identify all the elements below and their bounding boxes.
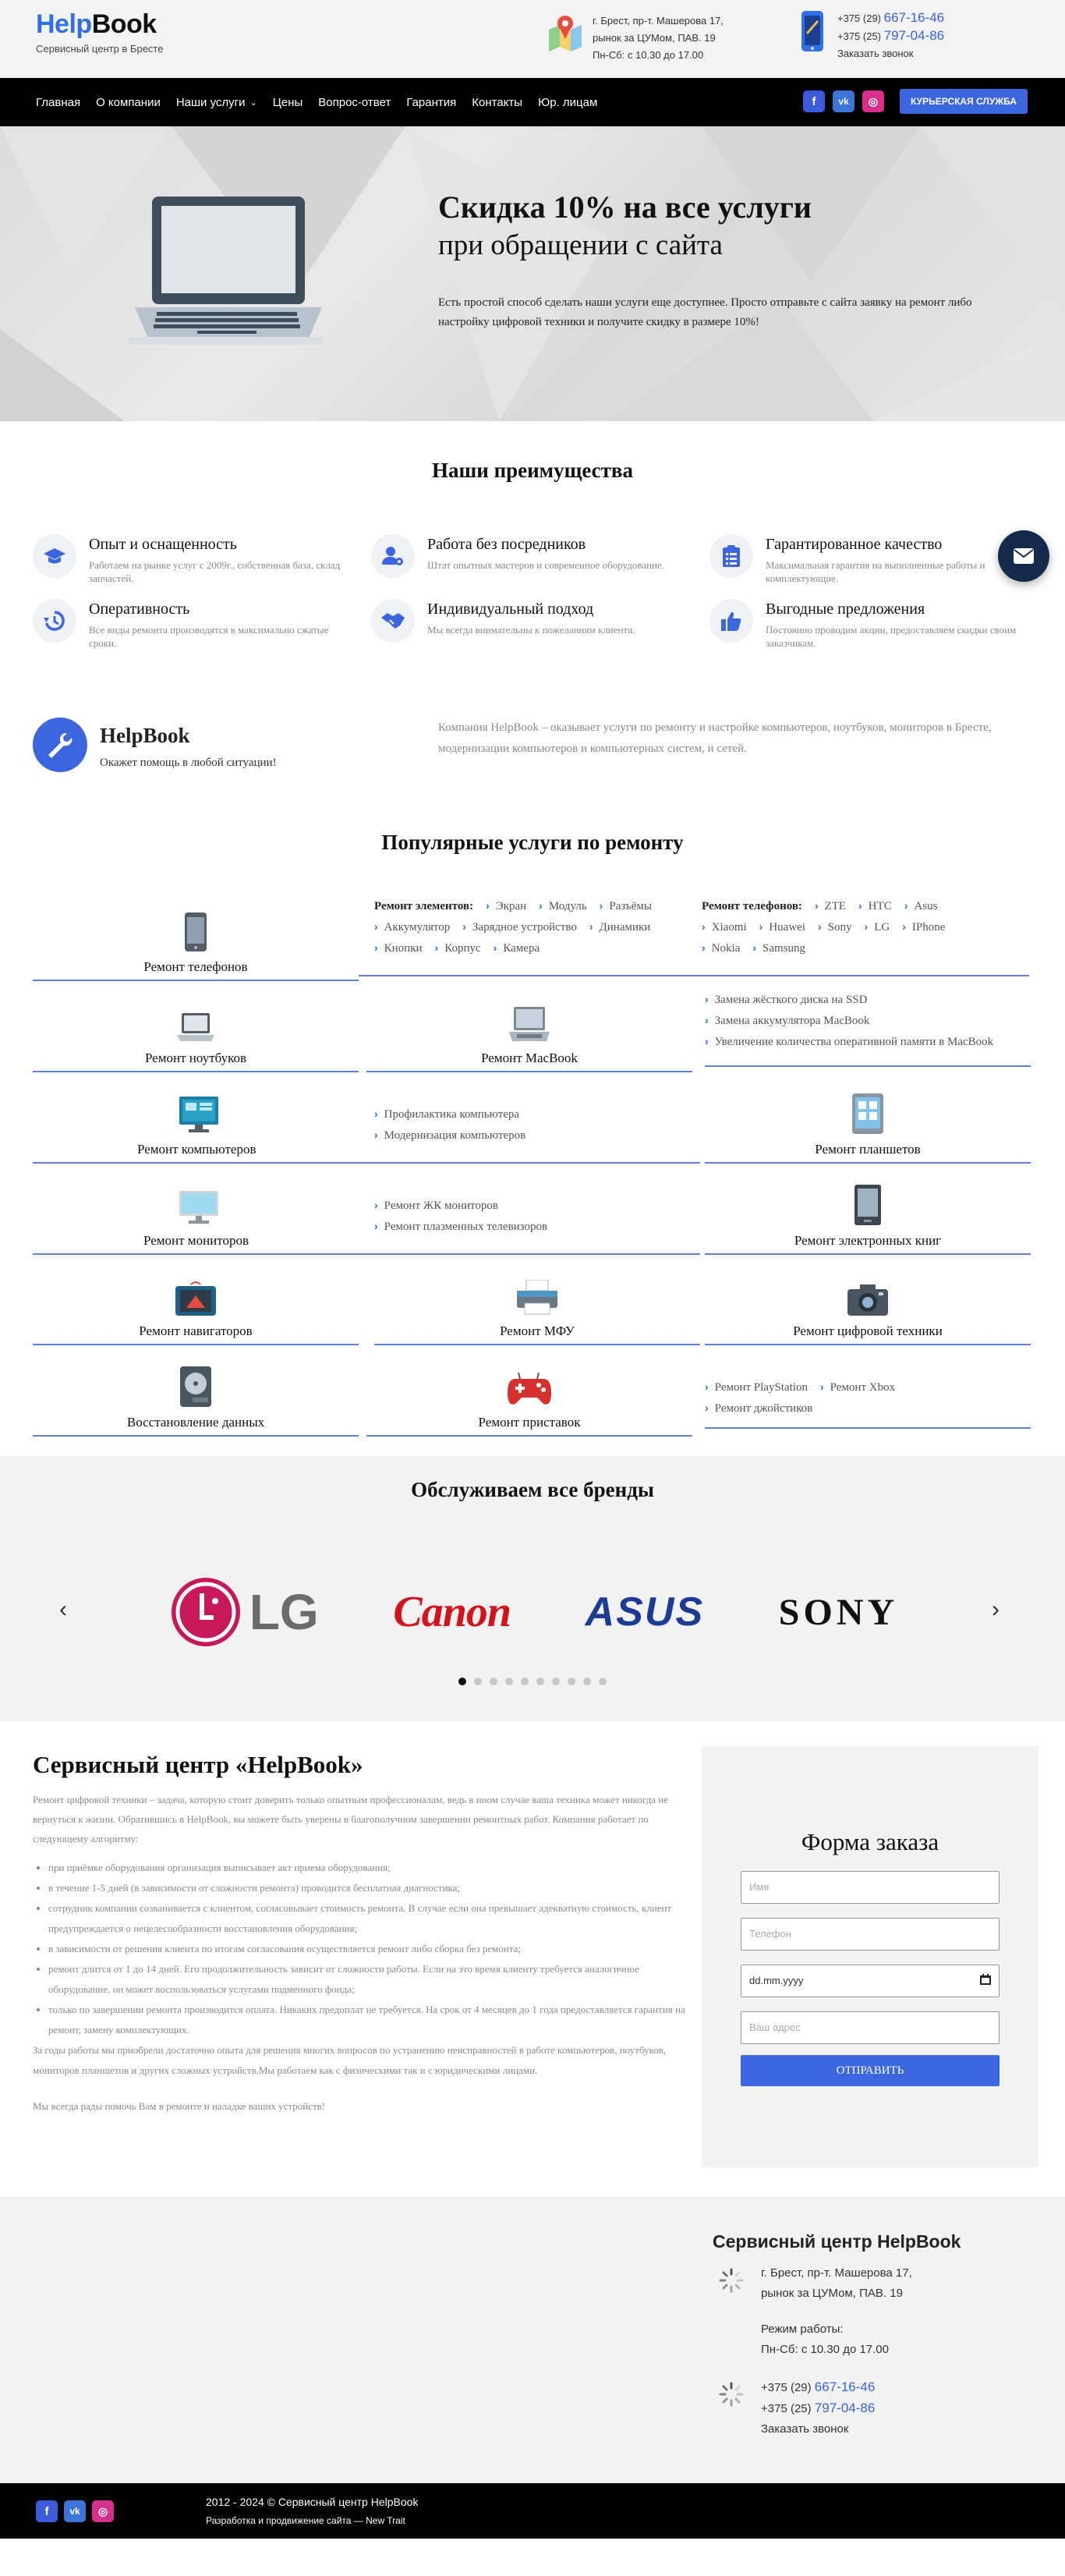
service-link[interactable]: › Ремонт плазменных телевизоров — [374, 1220, 548, 1233]
service-card-ebooks[interactable] — [705, 1171, 1031, 1255]
callback-link[interactable]: Заказать звонок — [761, 2422, 849, 2436]
link-label: IPhone — [911, 921, 946, 934]
advantage-item — [709, 599, 1048, 650]
header-phones — [798, 9, 944, 62]
nav-contacts[interactable]: Контакты — [472, 95, 523, 109]
list-item: • при приёмке оборудования организация выписывает акт приема оборудования; — [48, 1858, 695, 1878]
vk-icon[interactable]: vk — [64, 2500, 86, 2522]
address-lines — [593, 12, 724, 64]
hours-value: Пн-Сб: с 10.30 до 17.00 — [761, 2343, 889, 2356]
logo-subtitle: Сервисный центр в Бресте — [36, 43, 164, 55]
link-label: Модуль — [548, 900, 587, 912]
printer-icon — [374, 1261, 700, 1316]
advantage-text: Постоянно проводим акции, предоставляем скидки своим заказчикам. — [766, 624, 1017, 649]
address-line: рынок за ЦУМом, ПАВ. 19 — [761, 2287, 903, 2300]
advantages-grid — [33, 534, 1046, 650]
facebook-icon[interactable]: f — [803, 90, 825, 112]
service-card-data-recovery[interactable] — [33, 1352, 359, 1437]
mail-button[interactable] — [998, 530, 1049, 582]
about-text: Компания HelpBook – оказывает услуги по ремонту и настройке компьютеров, ноутбуков, мониторов в Бресте, модернизации компьютеров и компьютерных систем, и сетей. — [438, 721, 992, 755]
link-label: Модернизация компьютеров — [384, 1129, 526, 1142]
footer-text — [206, 2493, 418, 2530]
service-card-mfu[interactable] — [374, 1261, 700, 1345]
divider — [359, 975, 1029, 976]
date-placeholder: dd.mm.yyyy — [749, 1975, 804, 1986]
name-input[interactable]: Имя — [741, 1871, 1000, 1904]
address-line: рынок за ЦУМом, ПАВ. 19 — [593, 32, 716, 44]
carousel-dots — [0, 1678, 1065, 1685]
link-label: Ремонт PlayStation — [714, 1381, 808, 1394]
logo-part-help: Help — [36, 9, 92, 39]
service-link[interactable]: › Замена аккумулятора MacBook — [705, 1014, 870, 1027]
service-link[interactable]: › Nokia — [702, 941, 741, 955]
service-card-laptops[interactable] — [33, 988, 359, 1072]
monitor-links — [374, 1195, 686, 1237]
link-label: Зарядное устройство — [472, 921, 577, 934]
list-item: • только по завершении ремонта производится оплата. Никаких предоплат не требуется. На срок от 4 месяцев до 1 года предоставляется гарантия на ремонт, замену комплектующих. — [48, 2000, 695, 2040]
instagram-icon[interactable]: ◎ — [862, 90, 884, 112]
top-header — [0, 0, 1065, 78]
smartphone-icon — [798, 9, 826, 53]
advantage-text: Штат опытных мастеров и современное оборудование. — [427, 559, 665, 571]
service-card-tablets[interactable] — [705, 1079, 1031, 1164]
lg-face-icon — [170, 1576, 242, 1648]
brands-section — [0, 1456, 1065, 1721]
advantage-title: Выгодные предложения — [766, 601, 925, 618]
user-gear-icon — [371, 534, 415, 578]
advantage-text: Работаем на рынке услуг с 2009г., собственная база, склад запчастей. — [89, 559, 341, 584]
link-label: Замена аккумулятора MacBook — [714, 1015, 870, 1027]
link-label: Аккумулятор — [384, 921, 451, 934]
footer-phones — [713, 2377, 1040, 2440]
advantage-item — [33, 534, 371, 585]
list-item: • сотрудник компании созванивается с клиентом, согласовывает стоимость ремонта. В случае если она превышает адекватную стоимость, клиент предупреждается о нецелесообразности восстановления оборудования; — [48, 1898, 695, 1939]
carousel-dot[interactable] — [505, 1678, 513, 1685]
service-link[interactable]: › Sony — [818, 920, 852, 934]
phones-label: Ремонт телефонов: — [702, 900, 802, 912]
link-label: Samsung — [762, 942, 806, 955]
link-label: Xiaomi — [711, 921, 747, 934]
link-label: Ремонт Xbox — [830, 1381, 896, 1394]
copyright: 2012 - 2024 © Сервисный центр HelpBook — [206, 2496, 419, 2508]
camera-icon — [705, 1261, 1031, 1316]
advantages-title: Наши преимущества — [431, 459, 634, 482]
envelope-icon — [1014, 548, 1034, 564]
computer-links — [374, 1104, 686, 1146]
address-line: г. Брест, пр-т. Машерова 17, — [761, 2266, 912, 2280]
nav-about[interactable]: О компании — [96, 95, 161, 109]
service-link[interactable]: › Профилактика компьютера — [374, 1107, 520, 1121]
nav-faq[interactable]: Вопрос-ответ — [318, 95, 391, 109]
nav-services-label: Наши услуги — [175, 95, 246, 109]
service-link[interactable]: › Аккумулятор — [374, 920, 451, 934]
brand-logo-lg[interactable] — [170, 1576, 319, 1648]
service-center-title: Сервисный центр «HelpBook» — [33, 1751, 363, 1778]
footer-title: Сервисный центр HelpBook — [713, 2231, 961, 2252]
header-address — [546, 12, 724, 64]
nav-home[interactable]: Главная — [36, 95, 81, 109]
advantage-item — [33, 599, 371, 650]
service-link[interactable]: › Модуль — [539, 899, 587, 912]
hero-banner — [0, 126, 1065, 421]
phone-number: 797-04-86 — [814, 2401, 876, 2415]
link-label: Увеличение количества оперативной памяти в MacBook — [714, 1036, 994, 1048]
link-label: Sony — [827, 921, 852, 934]
instagram-icon[interactable]: ◎ — [92, 2500, 114, 2522]
service-link[interactable]: › Корпус — [434, 941, 481, 955]
clipboard-icon — [709, 534, 753, 578]
smartphone-icon — [33, 897, 359, 951]
date-input[interactable] — [741, 1965, 1000, 1997]
wrench-icon — [33, 718, 87, 772]
brand-name: Canon — [393, 1588, 511, 1636]
carousel-dot[interactable] — [521, 1678, 529, 1685]
advantage-text: Все виды ремонта производятся в максимально сжатые сроки. — [89, 624, 329, 649]
phone-prefix: +375 (29) — [761, 2381, 815, 2394]
link-label: Ремонт ЖК мониторов — [384, 1199, 498, 1212]
phone-service-links — [374, 895, 1037, 958]
logo-text — [36, 9, 163, 40]
logo[interactable] — [36, 9, 163, 55]
service-link[interactable]: › Камера — [493, 941, 540, 955]
phone-1[interactable] — [761, 2377, 1040, 2398]
service-link[interactable]: › Замена жёсткого диска на SSD — [705, 993, 868, 1006]
slider-prev-button[interactable]: ‹ — [59, 1596, 67, 1622]
service-link[interactable]: › Разъёмы — [599, 899, 652, 912]
macbook-links — [705, 989, 1032, 1052]
service-link[interactable]: › Модернизация компьютеров — [374, 1129, 526, 1142]
link-label: Ремонт плазменных телевизоров — [384, 1221, 548, 1233]
service-link[interactable]: › Зарядное устройство — [462, 920, 577, 934]
hero-title: Скидка 10% на все услуги — [438, 190, 812, 225]
tablet-icon — [705, 1079, 1031, 1134]
service-center-intro: Ремонт цифровой техники – задача, которую стоит доверить только опытным профессионалам, ведь в ином случае ваша техника может никогда не вернуться к жизни. Обратившись в HelpBook, вы можете быть уверены в благополучном завершении ремонтных работ. Компания работает по следующему алгоритму: — [33, 1794, 668, 1844]
nav-services[interactable] — [176, 96, 257, 109]
logo-part-book: Book — [91, 9, 157, 39]
brand-name: SONY — [778, 1591, 899, 1633]
services-section — [0, 792, 1065, 1456]
submit-order-button[interactable]: ОТПРАВИТЬ — [741, 2055, 1000, 2086]
advantages-section — [0, 421, 1065, 792]
service-link[interactable]: › HTC — [858, 899, 892, 912]
link-label: HTC — [868, 900, 892, 912]
phone-prefix: +375 (25) — [761, 2402, 815, 2415]
phone-lines — [837, 9, 944, 62]
order-form-title: Форма заказа — [801, 1828, 939, 1855]
carousel-dot[interactable] — [599, 1678, 607, 1685]
phone-brand-links — [702, 895, 1021, 958]
nav-warranty[interactable]: Гарантия — [406, 95, 457, 109]
chevron-down-icon: ⌄ — [249, 97, 257, 108]
console-links — [705, 1377, 1032, 1419]
footer-social — [36, 2500, 114, 2522]
vk-icon[interactable]: vk — [833, 90, 854, 112]
carousel-dot[interactable] — [490, 1678, 497, 1685]
algorithm-list — [48, 1858, 695, 2040]
list-item: • в течение 1-5 дней (в зависимости от сложности ремонта) проводится бесплатная диагностика; — [48, 1878, 695, 1898]
nav-right — [803, 89, 1028, 114]
slider-next-button[interactable]: › — [992, 1596, 1000, 1622]
facebook-icon[interactable]: f — [36, 2500, 58, 2522]
phone-prefix: +375 (29) — [837, 12, 884, 24]
footer-address — [713, 2263, 1040, 2360]
service-link[interactable]: › LG — [864, 920, 890, 934]
service-name: Восстановление данных — [126, 1415, 265, 1430]
brand-name: LG — [249, 1584, 319, 1640]
link-label: Ремонт джойстиков — [714, 1402, 813, 1415]
brands-title: Обслуживаем все бренды — [411, 1478, 654, 1501]
carousel-dot[interactable] — [552, 1678, 560, 1685]
ebook-icon — [705, 1171, 1031, 1225]
thumbs-up-icon — [709, 599, 753, 643]
service-name: Ремонт ноутбуков — [144, 1051, 247, 1065]
service-card-macbook[interactable] — [366, 988, 692, 1072]
service-link[interactable]: › Asus — [904, 899, 938, 912]
divider — [705, 1065, 1031, 1067]
order-form — [702, 1746, 1038, 2167]
list-item: • в зависимости от решения клиента по итогам согласования осуществляется ремонт либо сборка без ремонта; — [48, 1939, 695, 1959]
service-center-section — [0, 1721, 1065, 2197]
service-link[interactable]: › Увеличение количества оперативной памяти в MacBook — [705, 1035, 994, 1048]
about-name: HelpBook — [100, 724, 190, 747]
service-link[interactable]: › Экран — [486, 899, 527, 912]
calendar-icon[interactable] — [980, 1974, 991, 1987]
service-link[interactable]: › Ремонт PlayStation — [705, 1380, 808, 1394]
link-label: LG — [874, 921, 890, 934]
carousel-dot[interactable] — [474, 1678, 482, 1685]
service-name: Ремонт МФУ — [500, 1323, 575, 1338]
link-label: Nokia — [711, 942, 741, 955]
service-link[interactable]: › IPhone — [902, 920, 946, 934]
main-nav — [0, 78, 1065, 126]
service-center-closing: Мы всегда рады помочь Вам в ремонте и наладке ваших устройств! — [33, 2100, 326, 2112]
link-label: Разъёмы — [609, 900, 652, 912]
history-icon — [33, 599, 76, 643]
hero-description: Есть простой способ сделать наши услуги еще доступнее. Просто отправьте с сайта заявку на ремонт либо настройку цифровой техники и получите скидку в размере 10%! — [438, 296, 972, 328]
phone-prefix: +375 (25) — [837, 30, 884, 42]
link-label: Huawei — [769, 921, 805, 934]
advantage-title: Гарантированное качество — [766, 536, 943, 553]
loading-spinner-icon — [719, 2268, 744, 2293]
phone-number: 667-16-46 — [814, 2379, 876, 2394]
hours-label: Режим работы: — [761, 2323, 844, 2336]
laptop-illustration — [129, 197, 324, 356]
macbook-icon — [366, 988, 692, 1043]
elements-label: Ремонт элементов: — [374, 900, 474, 912]
map-pin-icon — [546, 12, 585, 51]
service-card-navigators[interactable] — [33, 1261, 359, 1345]
advantage-item — [371, 534, 709, 585]
about-tagline: Окажет помощь в любой ситуации! — [100, 757, 277, 769]
courier-service-button[interactable]: КУРЬЕРСКАЯ СЛУЖБА — [900, 89, 1028, 114]
link-label: Экран — [495, 900, 527, 912]
divider — [705, 1427, 1031, 1429]
elements-links — [374, 895, 702, 958]
gamepad-icon — [366, 1352, 692, 1407]
brand-logo-asus[interactable] — [586, 1589, 704, 1635]
carousel-dot[interactable] — [583, 1678, 591, 1685]
service-center-text — [33, 1751, 695, 2117]
service-name: Ремонт мониторов — [143, 1233, 249, 1248]
service-link[interactable]: › Кнопки — [374, 941, 423, 955]
loading-spinner-icon — [719, 2382, 744, 2407]
service-link[interactable]: › Huawei — [759, 920, 805, 934]
advantage-item — [371, 599, 709, 650]
list-item: • ремонт длится от 1 до 14 дней. Его продолжительность зависит от сложности работы. Если на это время клиенту требуется аналогичное оборудование, он может воспользоваться услугами подменного фонда; — [48, 1959, 695, 2000]
phone-input[interactable]: Телефон — [741, 1918, 1000, 1951]
service-name: Ремонт MacBook — [481, 1051, 578, 1065]
brand-logo-canon[interactable] — [393, 1587, 511, 1637]
service-name: Ремонт компьютеров — [137, 1142, 257, 1157]
link-label: Замена жёсткого диска на SSD — [714, 994, 868, 1006]
footer-contact-block — [713, 2231, 1040, 2440]
service-name: Ремонт навигаторов — [139, 1323, 253, 1338]
service-name: Ремонт цифровой техники — [793, 1323, 943, 1338]
footer — [0, 2483, 1065, 2539]
hero-subtitle: при обращении с сайта — [438, 229, 723, 261]
hero-text — [438, 189, 1015, 332]
phone-1[interactable] — [837, 9, 944, 27]
phone-2[interactable] — [761, 2398, 1040, 2419]
link-label: ZTE — [824, 900, 847, 912]
advantage-text: Мы всегда внимательны к пожеланиям клиента. — [427, 624, 635, 636]
brand-carousel — [133, 1573, 936, 1651]
service-center-experience: За годы работы мы приобрели достаточно опыта для решения многих вопросов по устранению неисправностей в работе компьютеров, ноутбуков, мониторов планшетов и других сложных устройств.Мы работаем как с физическими так и с юридическими лицами. — [33, 2044, 667, 2076]
advantage-text: Максимальная гарантия на выполненные работы и комплектующие. — [766, 559, 985, 584]
service-link[interactable]: › Динамики — [589, 920, 651, 934]
address-line: г. Брест, пр-т. Машерова 17, — [593, 15, 724, 27]
service-link[interactable]: › Xiaomi — [702, 920, 747, 934]
service-name: Ремонт планшетов — [815, 1142, 921, 1157]
gps-navigator-icon — [33, 1261, 359, 1316]
services-title: Популярные услуги по ремонту — [381, 831, 684, 854]
service-link[interactable]: › Ремонт ЖК мониторов — [374, 1199, 498, 1212]
phone-number: 797-04-86 — [883, 28, 945, 43]
carousel-dot[interactable] — [568, 1678, 575, 1685]
graduation-cap-icon — [33, 534, 76, 578]
brand-name: ASUS — [585, 1589, 705, 1635]
hard-drive-icon — [33, 1352, 359, 1407]
nav-prices[interactable]: Цены — [272, 95, 303, 109]
callback-link[interactable]: Заказать звонок — [837, 48, 914, 59]
advantage-title: Оперативность — [89, 601, 190, 618]
link-label: Профилактика компьютера — [384, 1108, 520, 1121]
link-label: Камера — [503, 942, 540, 955]
carousel-dot[interactable] — [536, 1678, 544, 1685]
service-card-cameras[interactable] — [705, 1261, 1031, 1345]
advantage-item — [709, 534, 1048, 585]
footer-contacts — [0, 2197, 1065, 2483]
service-card-consoles[interactable] — [366, 1352, 692, 1437]
link-label: Asus — [914, 900, 938, 912]
handshake-icon — [371, 599, 415, 643]
address-input[interactable]: Ваш адрес — [741, 2011, 1000, 2044]
link-label: Динамики — [599, 921, 651, 934]
advantage-title: Опыт и оснащенность — [89, 536, 237, 553]
phone-2[interactable] — [837, 27, 944, 45]
nav-legal[interactable]: Юр. лицам — [538, 95, 598, 109]
service-name: Ремонт приставок — [478, 1415, 581, 1430]
phone-number: 667-16-46 — [883, 10, 945, 25]
laptop-icon — [33, 988, 359, 1043]
service-card-phones[interactable] — [33, 897, 359, 981]
service-link[interactable]: › Ремонт Xbox — [819, 1380, 896, 1394]
service-name: Ремонт электронных книг — [794, 1233, 942, 1248]
work-hours: Пн-Сб: с 10.30 до 17.00 — [593, 49, 704, 61]
link-label: Корпус — [444, 942, 481, 955]
carousel-dot[interactable] — [458, 1678, 466, 1685]
service-link[interactable]: › Ремонт джойстиков — [705, 1401, 813, 1415]
service-link[interactable]: › Samsung — [752, 941, 806, 955]
link-label: Кнопки — [384, 942, 423, 955]
advantage-title: Работа без посредников — [427, 536, 586, 553]
advantage-title: Индивидуальный подход — [427, 601, 594, 618]
service-name: Ремонт телефонов — [143, 959, 248, 974]
brand-logo-sony[interactable] — [779, 1591, 898, 1634]
service-link[interactable]: › ZTE — [814, 899, 847, 912]
developer-link[interactable]: Разработка и продвижение сайта — New Trait — [206, 2515, 405, 2526]
